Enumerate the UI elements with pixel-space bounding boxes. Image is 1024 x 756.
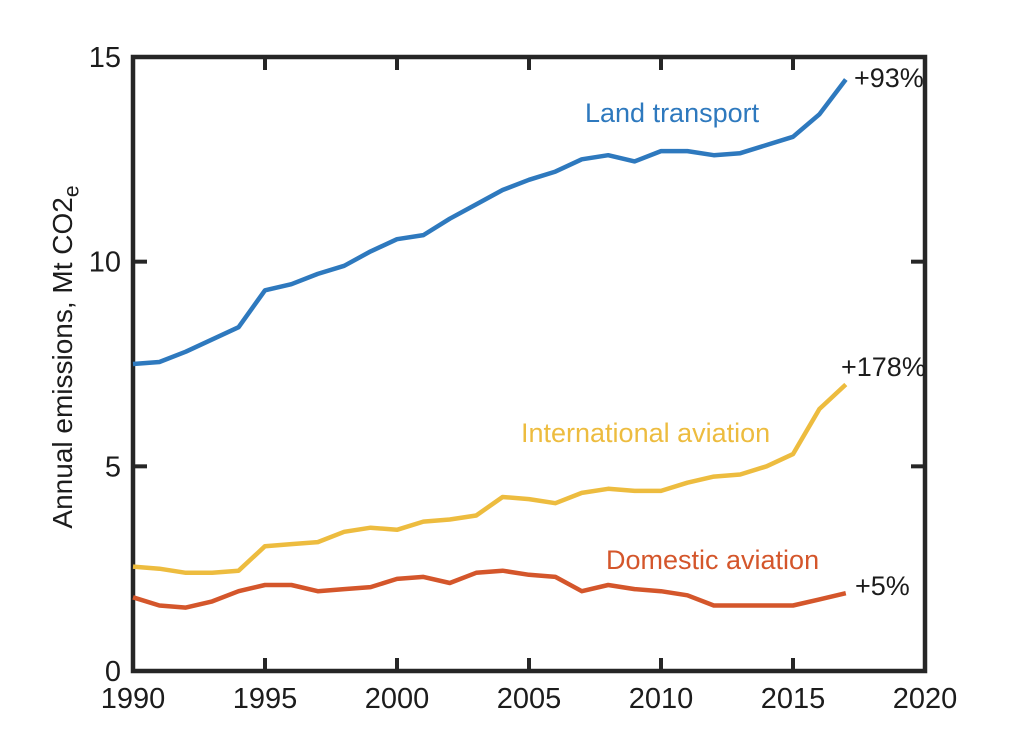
annotation-international-aviation-percent-change: +178% — [841, 352, 926, 382]
plot-box — [133, 57, 925, 671]
annotation-domestic-aviation-percent-change: +5% — [855, 571, 910, 601]
annotation-land-transport-percent-change: +93% — [854, 63, 924, 93]
plot-line-domestic-aviation — [133, 571, 846, 608]
y-axis-label — [43, 139, 83, 575]
series-label-land-transport: Land transport — [585, 98, 760, 128]
y-tick-label: 15 — [88, 42, 121, 74]
x-tick-label: 2020 — [892, 683, 958, 715]
y-axis-label-subscript: e — [60, 185, 84, 198]
x-tick-label: 2010 — [628, 683, 694, 715]
y-tick-label: 0 — [104, 656, 121, 688]
x-tick-label: 2000 — [364, 683, 430, 715]
series-label-international-aviation: International aviation — [521, 418, 771, 448]
x-tick-label: 2015 — [760, 683, 826, 715]
series-label-domestic-aviation: Domestic aviation — [606, 545, 820, 575]
x-tick-label: 1995 — [232, 683, 298, 715]
y-tick-label: 5 — [104, 451, 121, 484]
x-tick-label: 1990 — [100, 683, 166, 715]
y-axis-label-text: Annual emissions, Mt CO2 — [47, 197, 78, 529]
y-tick-label: 10 — [88, 246, 121, 279]
x-tick-label: 2005 — [496, 683, 562, 715]
